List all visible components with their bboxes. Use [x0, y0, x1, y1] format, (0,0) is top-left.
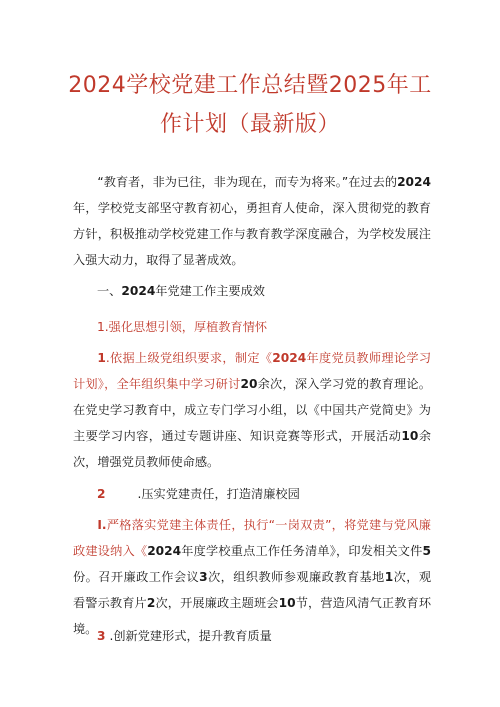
sub1-text-c: 余次，深入学习党的教育理论。在党史学习教育中，成立专门学习小组，以《中国共产党简史》为主要学习内容，通过专题讲座、知识竞赛等形式，开展活动 [73, 377, 431, 443]
sub3-number: 3 [97, 629, 106, 643]
sub3-heading-text: .创新党建形式，提升教育质量 [109, 629, 272, 643]
document-title-line-2: 作计划（最新版） [159, 112, 340, 137]
sub1-number: 1 [97, 351, 106, 365]
sub2-text-c: 份。召开廉政工作会议 [73, 570, 200, 584]
intro-text-b: 年，学校党支部坚守教育初心，勇担育人使命，深入贯彻党的教育方针，积极推动学校党建工作与教育教学深度融合，为学校发展注入强大动力，取得了显著成效。 [73, 201, 431, 267]
sub2-bold-5: 2 [146, 596, 156, 610]
sub1-paragraph [73, 345, 431, 475]
section-heading-1 [97, 281, 455, 301]
subheading-2 [97, 484, 455, 504]
intro-paragraph [73, 169, 431, 273]
sub1-text-b: 年度党员教师理论学习计划》，全年组织集中学习研讨 [73, 351, 432, 391]
section-prefix: 一、 [97, 284, 122, 298]
intro-text-a: “教育者，非为已往，非为现在，而专为将来。”在过去的 [97, 175, 398, 189]
section-text: 年党建工作主要成效 [155, 284, 265, 298]
sub2-bold-4: 1 [384, 570, 394, 584]
sub2-number: 2 [97, 487, 106, 501]
sub2-text-g: 节，营造风清气正教育环境。 [73, 596, 432, 636]
sub2-text-a: 严格落实党建主体责任，执行“一岗双责”，将党建与党风廉政建设纳入《 [73, 518, 431, 558]
sub2-text-d: 次，组织教师参观廉政教育基地 [207, 570, 385, 584]
sub2-bold-1: 2024 [147, 544, 182, 558]
sub2-paragraph-number: I. [97, 518, 107, 532]
sub1-bold-2: 20 [240, 377, 258, 391]
sub2-bold-6: 10 [278, 596, 296, 610]
sub2-paragraph [73, 512, 431, 642]
sub2-text-e: 次，观看警示教育片 [73, 570, 432, 610]
section-year: 2024 [121, 284, 156, 298]
sub1-text-d: 余次，增强党员教师使命感。 [73, 429, 432, 469]
sub1-bold-1: 2024 [272, 351, 307, 365]
sub1-bold-3: 10 [401, 429, 419, 443]
sub2-text-f: 次，开展廉政主题班会 [155, 596, 279, 610]
document-title-line-1: 2024学校党建工作总结暨2025年工 [68, 73, 432, 98]
sub2-bold-3: 3 [199, 570, 208, 584]
sub2-heading-text: .压实党建责任，打造清廉校园 [137, 487, 300, 501]
intro-year: 2024 [397, 175, 431, 189]
sub1-text-a: .依据上级党组织要求，制定《 [105, 351, 273, 365]
sub2-bold-2: 5 [422, 544, 432, 558]
subheading-1: 1.强化思想引领，厚植教育情怀 [97, 320, 268, 334]
sub2-text-b: 年度学校重点工作任务清单》，印发相关文件 [181, 544, 423, 558]
subheading-3 [97, 626, 455, 646]
